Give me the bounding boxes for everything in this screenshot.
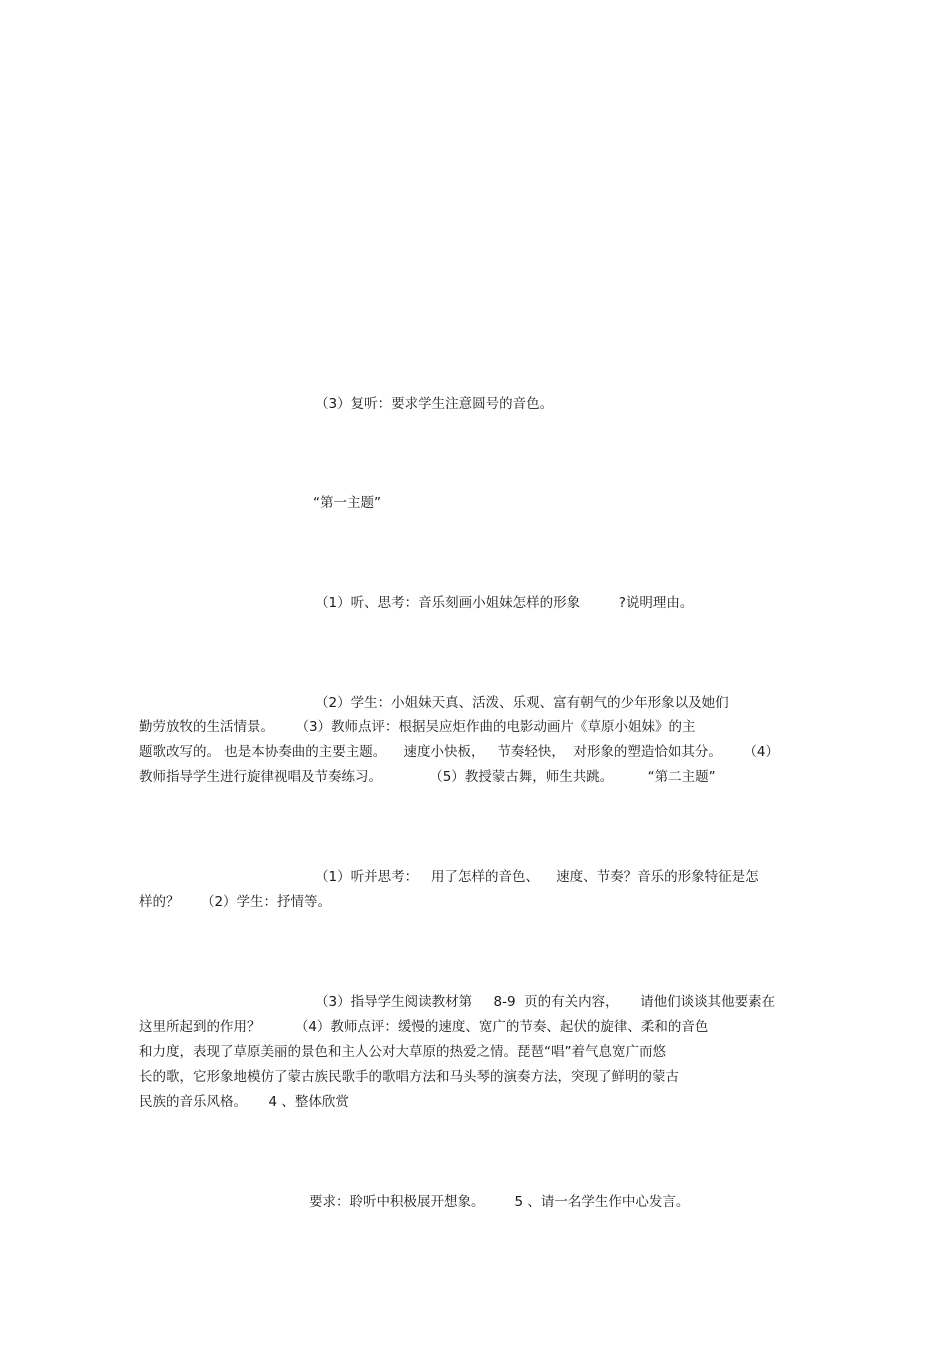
text-line: （2）学生：小姐妹天真、活泼、乐观、富有朝气的少年形象以及她们 (315, 695, 729, 711)
text-line: 和力度，表现了草原美丽的景色和主人公对大草原的热爱之情。琵琶“唱”着气息宽广而悠 (139, 1044, 666, 1060)
text-line: 民族的音乐风格。 4 、整体欣赏 (139, 1094, 349, 1110)
text-line: 样的？ （2）学生：抒情等。 (139, 894, 332, 910)
text-line: 题歌改写的。 也是本协奏曲的主要主题。 速度小快板， 节奏轻快， 对形象的塑造恰如其分。 （4） (139, 744, 779, 760)
text-line: （3）指导学生阅读教材第 8-9 页的有关内容， 请他们谈谈其他要素在 (315, 994, 776, 1010)
text-line: 长的歌，它形象地模仿了蒙古族民歌手的歌唱方法和马头琴的演奏方法，突现了鲜明的蒙古 (139, 1069, 679, 1085)
text-line: 要求：聆听中积极展开想象。 5 、请一名学生作中心发言。 (309, 1194, 690, 1210)
text-line: （1）听、思考：音乐刻画小姐妹怎样的形象 ?说明理由。 (315, 595, 694, 611)
text-line: 这里所起到的作用？ （4）教师点评：缓慢的速度、宽广的节奏、起伏的旋律、柔和的音色 (139, 1019, 709, 1035)
text-line: （3）复听：要求学生注意圆号的音色。 (315, 396, 554, 412)
text-line: 教师指导学生进行旋律视唱及节奏练习。 （5）教授蒙古舞，师生共跳。 “第二主题” (139, 769, 716, 785)
text-line: （1）听并思考： 用了怎样的音色、 速度、节奏？音乐的形象特征是怎 (315, 869, 759, 885)
text-line: 勤劳放牧的生活情景。 （3）教师点评：根据吴应炬作曲的电影动画片《草原小姐妹》的主 (139, 719, 696, 735)
section-heading: “第一主题” (313, 495, 381, 511)
